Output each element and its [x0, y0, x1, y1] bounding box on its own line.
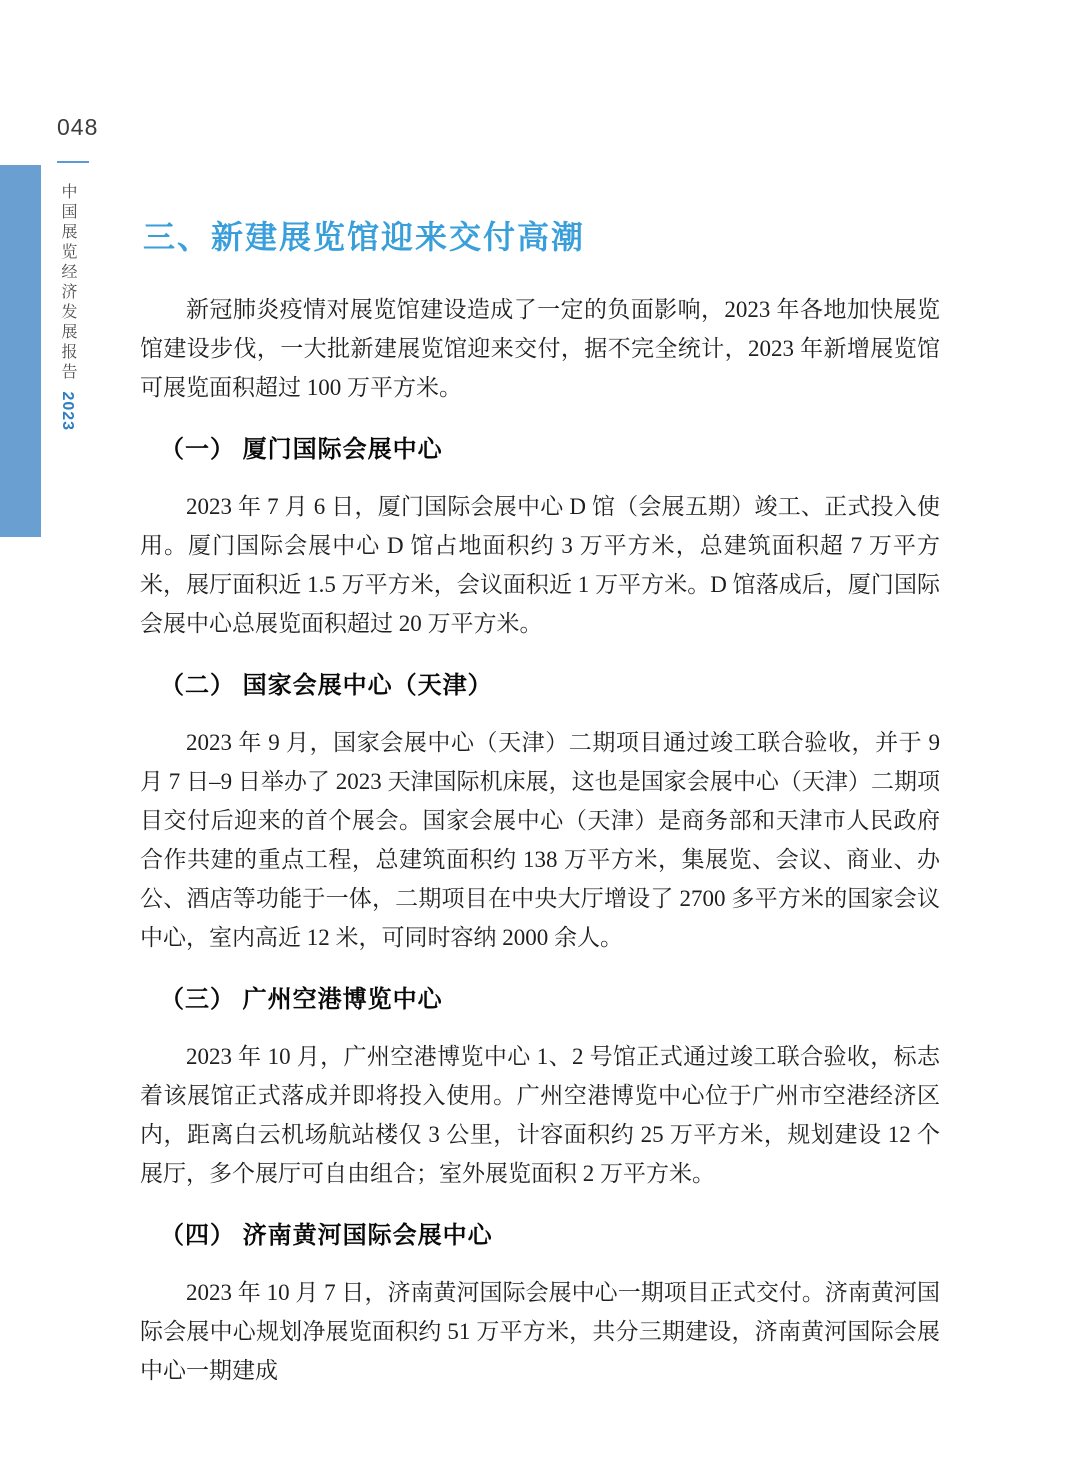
section-body-3: 2023 年 10 月，广州空港博览中心 1、2 号馆正式通过竣工联合验收，标志着该展馆正式落成并即将投入使用。广州空港博览中心位于广州市空港经济区内，距离白云机场航站楼仅 3 公里，计容面积约 25 万平方米，规划建设 12 个展厅，多个展厅可自由组合；室外展览面积 2 万平方米。 [140, 1044, 940, 1186]
report-year: 2023 [59, 391, 76, 432]
section-body-2: 2023 年 9 月，国家会展中心（天津）二期项目通过竣工联合验收，并于 9 月 7 日–9 日举办了 2023 天津国际机床展，这也是国家会展中心（天津）二期项目交付后迎来的首个展会。国家会展中心（天津）是商务部和天津市人民政府合作共建的重点工程，总建筑面积约 138 万平方米，集展览、会议、商业、办公、酒店等功能于一体，二期项目在中央大厅增设了 2700 多平方米的国家会议中心，室内高近 12 米，可同时容纳 2000 余人。 [140, 730, 940, 950]
main-content [140, 0, 940, 1390]
chapter-title: 三、新建展览馆迎来交付高潮 [143, 219, 586, 255]
sidebar-vertical-title [56, 183, 79, 473]
intro-paragraph: 新冠肺炎疫情对展览馆建设造成了一定的负面影响，2023 年各地加快展览馆建设步伐，一大批新建展览馆迎来交付，据不完全统计，2023 年新增展览馆可展览面积超过 100 万平方米。 [140, 297, 940, 400]
section-heading-2: （二） 国家会展中心（天津） [160, 672, 493, 699]
section-body-4: 2023 年 10 月 7 日，济南黄河国际会展中心一期项目正式交付。济南黄河国际会展中心规划净展览面积约 51 万平方米，共分三期建设，济南黄河国际会展中心一期建成 [140, 1280, 940, 1383]
page-number: 048 [57, 114, 99, 140]
report-title-vertical: 中国展览经济发展报告 [59, 183, 76, 383]
page-number-divider [57, 161, 89, 163]
section-heading-1: （一） 厦门国际会展中心 [160, 436, 443, 463]
section-heading-4: （四） 济南黄河国际会展中心 [160, 1222, 493, 1249]
section-heading-3: （三） 广州空港博览中心 [160, 986, 443, 1013]
sidebar-strip [0, 165, 41, 537]
section-body-1: 2023 年 7 月 6 日，厦门国际会展中心 D 馆（会展五期）竣工、正式投入使用。厦门国际会展中心 D 馆占地面积约 3 万平方米，总建筑面积超 7 万平方米，展厅面积近 1.5 万平方米，会议面积近 1 万平方米。D 馆落成后，厦门国际会展中心总展览面积超过 20 万平方米。 [140, 494, 940, 636]
